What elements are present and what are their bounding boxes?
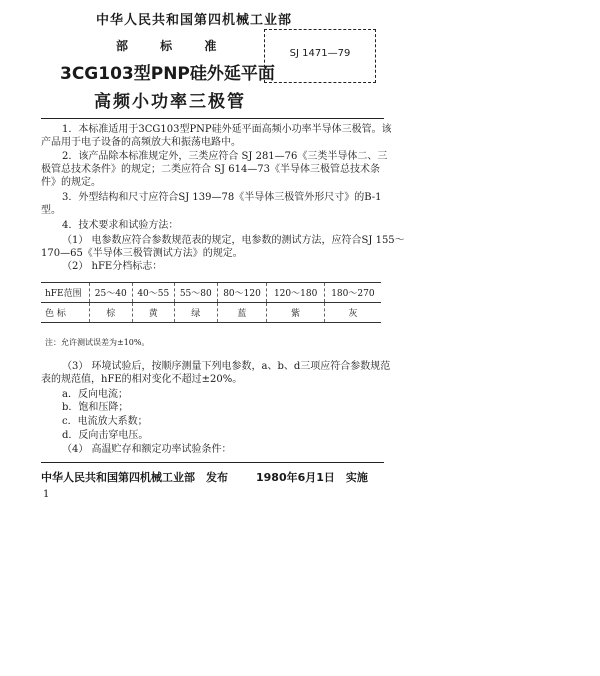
title-line-2: 高频小功率三极管 xyxy=(94,92,246,112)
table-cell: 蓝 xyxy=(217,303,267,323)
list-item: d．反向击穿电压。 xyxy=(62,430,149,441)
para-3-line-1: 3．外型结构和尺寸应符合SJ 139—78《半导体三极管外形尺寸》的B-1 xyxy=(62,192,382,203)
table-cell: 55～80 xyxy=(175,283,218,303)
footer-date: 1980年6月1日 实施 xyxy=(256,471,368,484)
para-4-1-line-1: （1） 电参数应符合参数规范表的规定，电参数的测试方法，应符合SJ 155～ xyxy=(62,235,405,246)
table-cell: 色 标 xyxy=(41,303,90,323)
para-4-heading: 4．技术要求和试验方法： xyxy=(62,220,179,231)
para-4-1-line-2: 170—65《半导体三极管测试方法》的规定。 xyxy=(41,248,243,259)
table-cell: 25～40 xyxy=(90,283,133,303)
table-cell: 紫 xyxy=(267,303,324,323)
para-b3-line-1: （3） 环境试验后，按顺序测量下列电参数，a、b、d三项应符合参数规范 xyxy=(62,361,391,372)
table-cell: 灰 xyxy=(324,303,381,323)
table-cell: 120～180 xyxy=(267,283,324,303)
table-cell: 黄 xyxy=(132,303,175,323)
table-row xyxy=(41,283,381,303)
para-1-line-2: 产品用于电子设备的高频放大和振荡电路中。 xyxy=(41,137,241,148)
bottom-rule xyxy=(41,462,384,463)
table-note: 注：允许测试误差为±10%。 xyxy=(45,338,150,347)
list-item: c．电流放大系数； xyxy=(62,416,148,427)
table-cell: 80～120 xyxy=(217,283,267,303)
table-row xyxy=(41,303,381,323)
table-cell: 180～270 xyxy=(324,283,381,303)
standard-code-box xyxy=(264,29,376,83)
para-4-2: （2） hFE分档标志： xyxy=(62,261,163,272)
standard-code: SJ 1471—79 xyxy=(289,48,351,59)
para-2-line-3: 件》的规定。 xyxy=(41,177,101,188)
issuing-ministry: 中华人民共和国第四机械工业部 xyxy=(96,13,293,28)
para-1-line-1: 1．本标准适用于3CG103型PNP硅外延平面高频小功率半导体三极管。该 xyxy=(62,124,392,135)
list-item: a．反向电流； xyxy=(62,389,128,400)
hfe-grade-table xyxy=(41,282,381,323)
title-line-1: 3CG103型PNP硅外延平面 xyxy=(60,64,275,84)
para-2-line-1: 2．该产品除本标准规定外，三类应符合 SJ 281—76《三类半导体二、三 xyxy=(62,151,388,162)
table-cell: 40～55 xyxy=(132,283,175,303)
table-cell: 棕 xyxy=(90,303,133,323)
top-rule xyxy=(41,118,384,119)
standard-label: 部 标 准 xyxy=(116,39,217,53)
footer-issuer: 中华人民共和国第四机械工业部 发布 xyxy=(41,471,228,484)
para-b3-line-2: 表的规范值，hFE的相对变化不超过±20%。 xyxy=(41,374,243,385)
table-cell: hFE范围 xyxy=(41,283,90,303)
table-cell: 绿 xyxy=(175,303,218,323)
para-b4: （4） 高温贮存和额定功率试验条件： xyxy=(62,444,232,455)
para-3-line-2: 型。 xyxy=(41,205,61,216)
para-2-line-2: 极管总技术条件》的规定；二类应符合 SJ 614—73《半导体三极管总技术条 xyxy=(41,164,381,175)
page-number: 1 xyxy=(43,489,50,500)
list-item: b．饱和压降； xyxy=(62,402,129,413)
